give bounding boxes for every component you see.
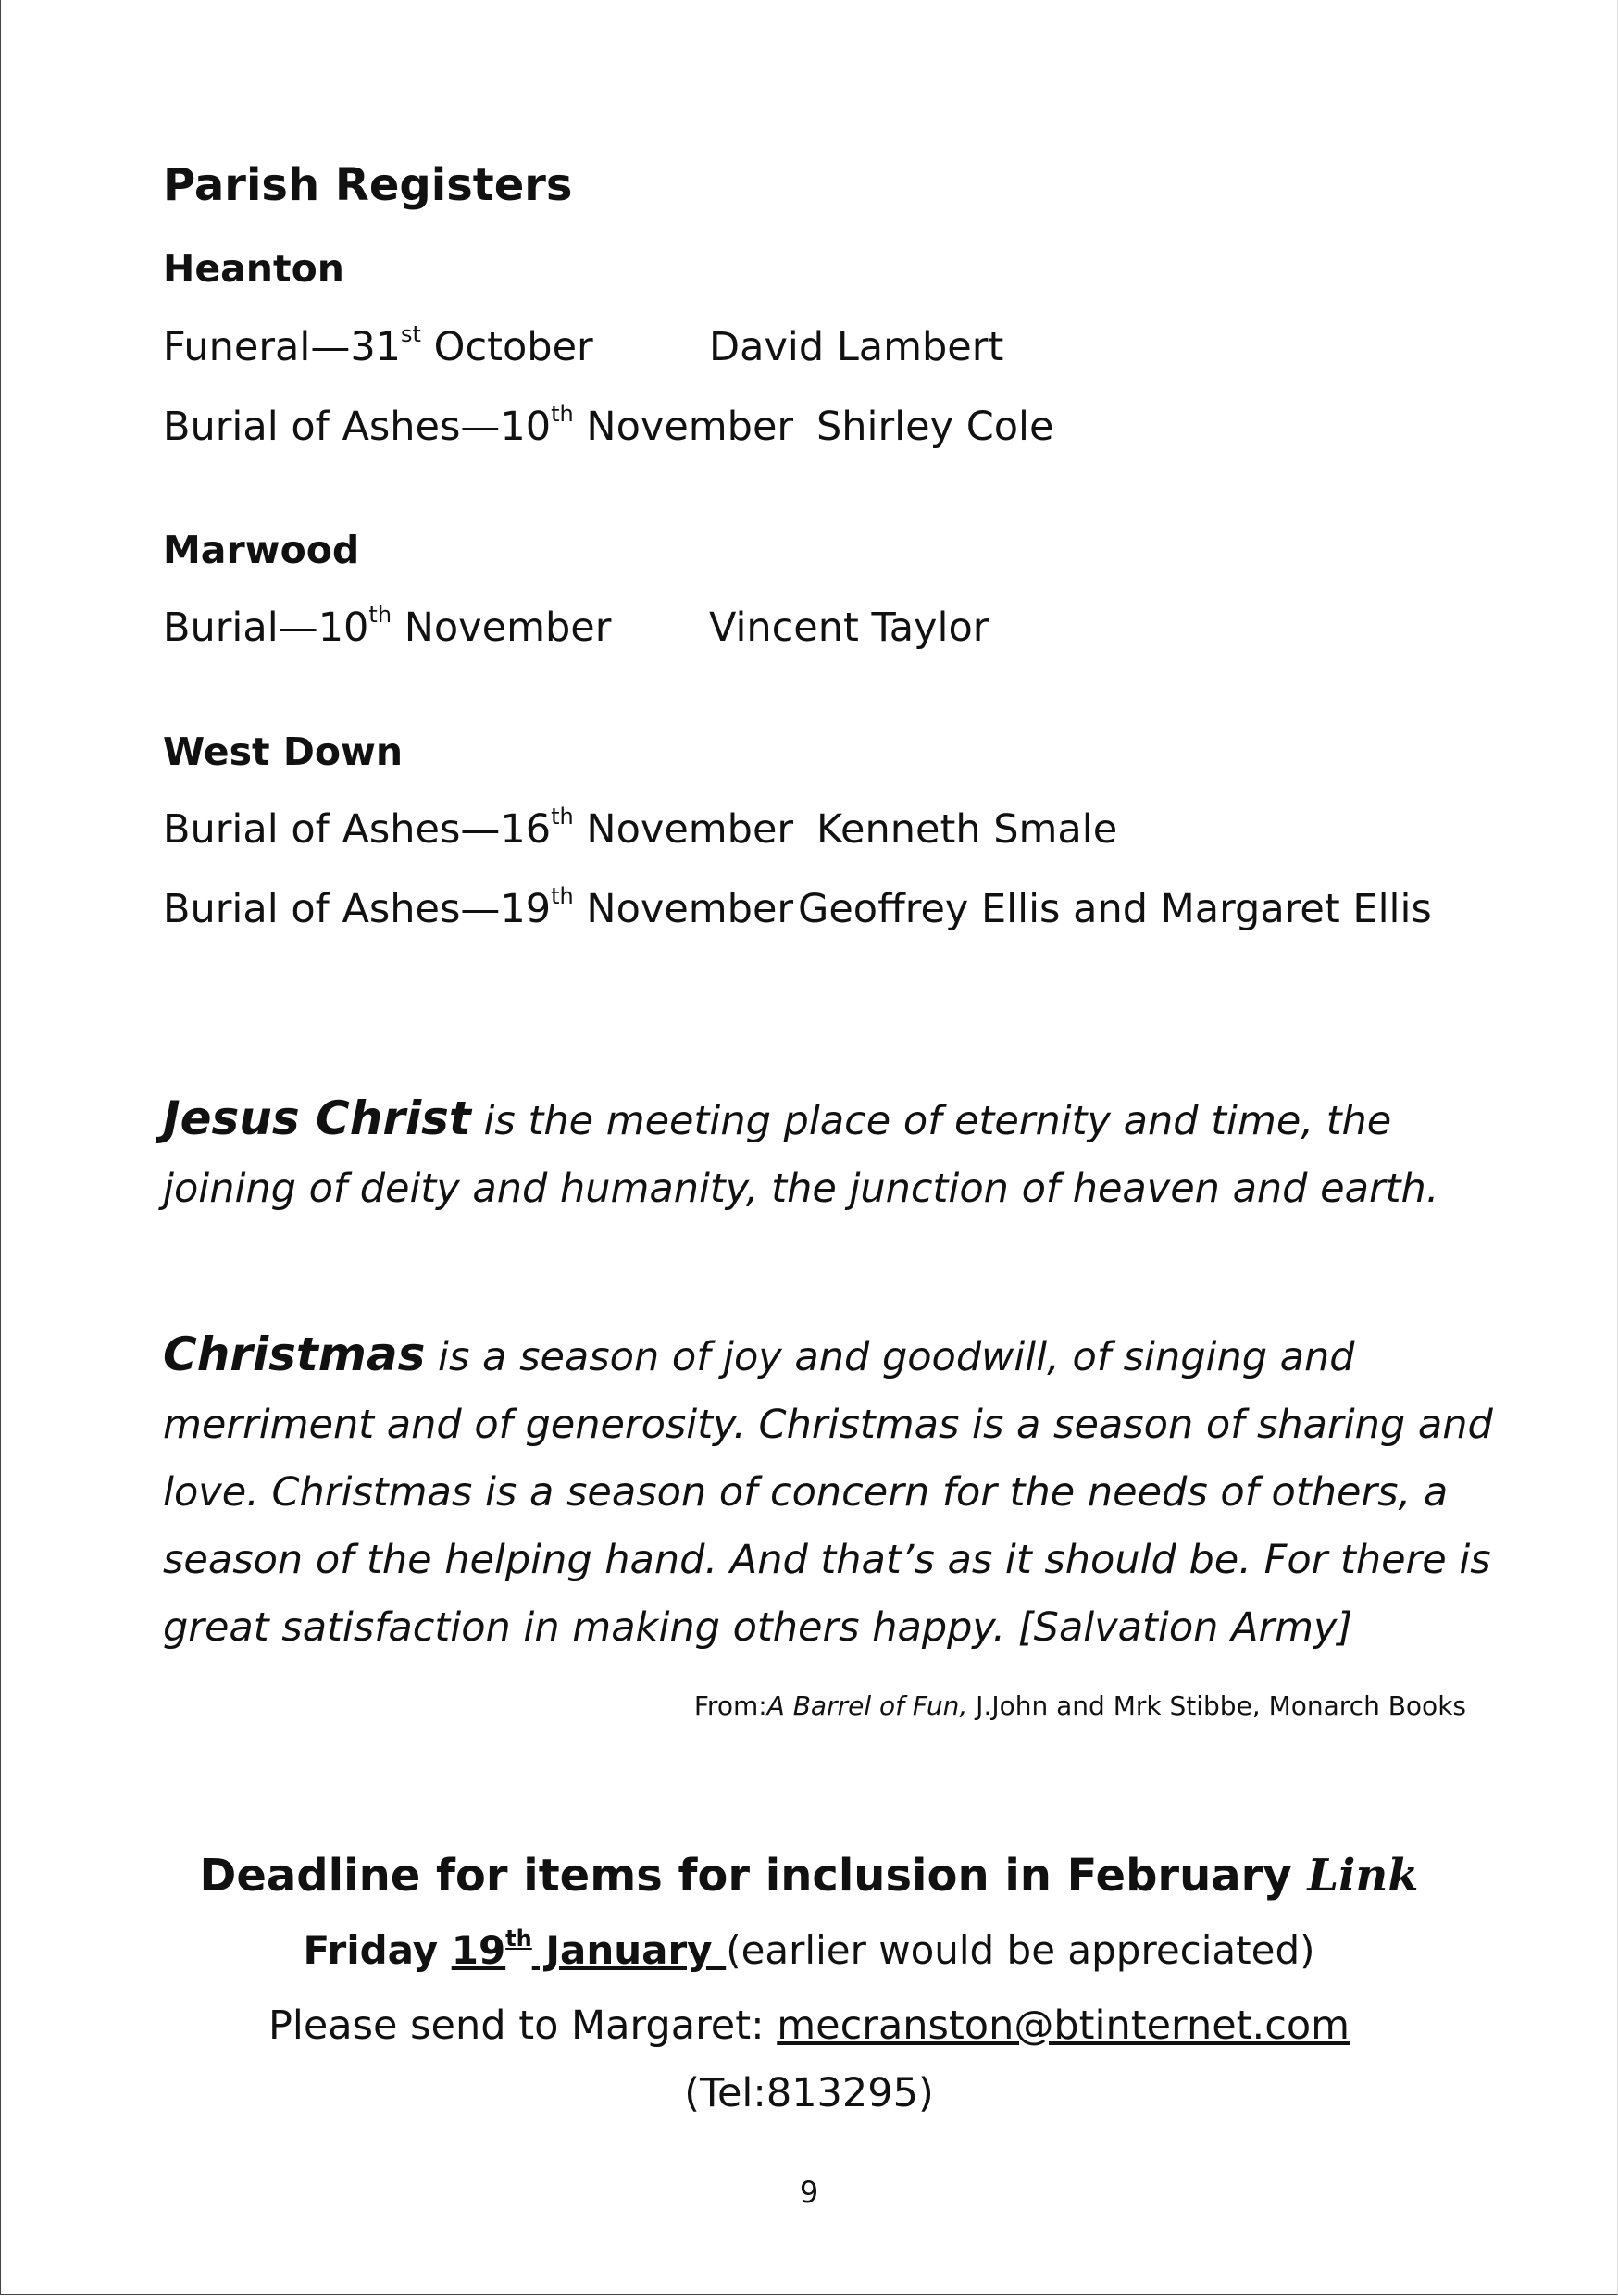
register-entry — [163, 803, 794, 853]
section-heading-heanton: Heanton — [163, 246, 344, 291]
register-entry — [163, 320, 593, 370]
page-number: 9 — [799, 2175, 819, 2210]
entry-day-suffix: th — [551, 882, 574, 909]
entry-name: David Lambert — [709, 324, 1004, 370]
entry-day-suffix: th — [551, 803, 574, 830]
quote-lead: Christmas — [163, 1328, 426, 1381]
link-magazine-name: Link — [1307, 1850, 1419, 1902]
quote-jesus-christ — [163, 1085, 1496, 1223]
deadline-title-text: Deadline for items for inclusion in February — [199, 1850, 1308, 1902]
entry-month: November — [404, 605, 612, 651]
entry-day: 16 — [500, 806, 552, 853]
entry-month: October — [433, 324, 593, 370]
register-entry — [163, 601, 612, 651]
section-heading-west-down: West Down — [163, 730, 404, 774]
entry-name: Kenneth Smale — [816, 806, 1118, 853]
deadline-month: January — [531, 1928, 727, 1973]
deadline-day: 19 — [451, 1928, 506, 1973]
entry-day: 10 — [500, 404, 552, 450]
entry-name: Vincent Taylor — [709, 605, 989, 651]
deadline-title — [0, 1850, 1618, 1902]
entry-type: Burial of Ashes— — [163, 806, 501, 853]
register-entry — [163, 400, 794, 450]
section-heading-marwood: Marwood — [163, 528, 360, 572]
entry-month: November — [586, 886, 794, 932]
email-link[interactable]: mecranston@btinternet.com — [777, 2003, 1350, 2049]
entry-day: 31 — [350, 324, 402, 370]
entry-type: Burial of Ashes— — [163, 886, 501, 932]
deadline-date — [0, 1928, 1618, 1973]
quote-lead: Jesus Christ — [163, 1092, 471, 1145]
deadline-tel: (Tel:813295) — [684, 2070, 934, 2116]
entry-name: Shirley Cole — [816, 404, 1054, 450]
send-to-label: Please send to Margaret: — [268, 2003, 778, 2049]
entry-day-suffix: th — [368, 601, 392, 628]
quote-christmas — [163, 1321, 1496, 1662]
entry-name: Geoffrey Ellis and Margaret Ellis — [798, 886, 1432, 932]
quote-text: is the meeting place of eternity and time, the joining of deity and humanity, the junction of heaven and earth. — [163, 1098, 1439, 1212]
source-book: A Barrel of Fun, — [766, 1691, 968, 1721]
register-entry — [163, 882, 794, 932]
deadline-contact — [0, 2003, 1618, 2049]
entry-type: Burial of Ashes— — [163, 404, 501, 450]
source-prefix: From: — [693, 1691, 767, 1721]
deadline-day-suffix: th — [505, 1926, 532, 1952]
source-rest: J.John and Mrk Stibbe, Monarch Books — [967, 1691, 1466, 1721]
entry-day: 10 — [317, 605, 369, 651]
entry-day-suffix: st — [401, 320, 421, 347]
deadline-day-label: Friday — [303, 1928, 452, 1973]
entry-day-suffix: th — [551, 400, 574, 427]
entry-day: 19 — [500, 886, 552, 932]
quote-text: is a season of joy and goodwill, of singing and merriment and of generosity. Christmas is a season of sharing and love. Christmas is a season of concern for the needs of others, a season of the helping hand. And that’s as it should be. For there is great satisfaction in making others happy. [Salvation Army] — [163, 1334, 1493, 1651]
entry-type: Burial— — [163, 605, 318, 651]
quote-source — [694, 1691, 1466, 1721]
entry-type: Funeral— — [163, 324, 351, 370]
entry-month: November — [586, 404, 794, 450]
entry-month: November — [586, 806, 794, 853]
deadline-note: (earlier would be appreciated) — [726, 1928, 1315, 1973]
page-title: Parish Registers — [163, 159, 573, 211]
